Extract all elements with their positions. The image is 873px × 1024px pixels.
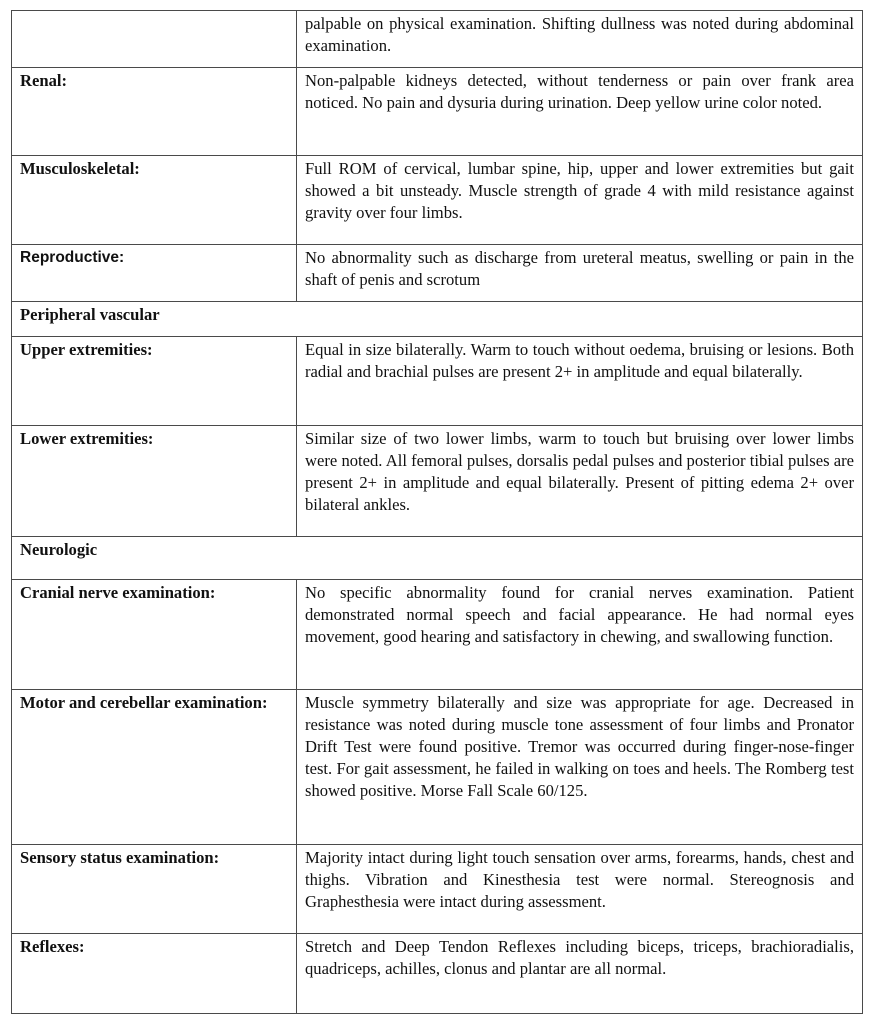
table-row xyxy=(12,11,863,68)
section-row xyxy=(12,302,863,337)
row-finding-reproductive: No abnormality such as discharge from ureteral meatus, swelling or pain in the shaft of penis and scrotum xyxy=(297,245,863,302)
row-finding-reflexes: Stretch and Deep Tendon Reflexes including biceps, triceps, brachioradialis, quadriceps, achilles, clonus and plantar are all normal. xyxy=(297,934,863,1014)
row-label-upper-extremities: Upper extremities: xyxy=(12,337,297,426)
row-label xyxy=(12,11,297,68)
table-row xyxy=(12,845,863,934)
table-row xyxy=(12,934,863,1014)
table-row xyxy=(12,156,863,245)
row-finding-motor-cerebellar: Muscle symmetry bilaterally and size was appropriate for age. Decreased in resistance was noted during muscle tone assessment of four limbs and Pronator Drift Test were found positive. Tremor was occurred during finger-nose-finger test. For gait assessment, he failed in walking on toes and heels. The Romberg test showed positive. Morse Fall Scale 60/125. xyxy=(297,690,863,845)
row-label-cranial-nerve: Cranial nerve examination: xyxy=(12,580,297,690)
table-row xyxy=(12,580,863,690)
row-finding-sensory-status: Majority intact during light touch sensation over arms, forearms, hands, chest and thighs. Vibration and Kinesthesia test were normal. Stereognosis and Graphesthesia were intact during assessment. xyxy=(297,845,863,934)
section-row xyxy=(12,537,863,580)
row-label-reflexes: Reflexes: xyxy=(12,934,297,1014)
table-row xyxy=(12,426,863,537)
row-finding-cranial-nerve: No specific abnormality found for cranial nerves examination. Patient demonstrated normal speech and facial appearance. He had normal eyes movement, good hearing and satisfactory in chewing, and swallowing function. xyxy=(297,580,863,690)
row-label-reproductive: Reproductive: xyxy=(12,245,297,302)
section-heading-peripheral-vascular: Peripheral vascular xyxy=(12,302,863,337)
row-label-lower-extremities: Lower extremities: xyxy=(12,426,297,537)
section-heading-neurologic: Neurologic xyxy=(12,537,863,580)
row-finding-musculoskeletal: Full ROM of cervical, lumbar spine, hip, upper and lower extremities but gait showed a bit unsteady. Muscle strength of grade 4 with mild resistance against gravity over four limbs. xyxy=(297,156,863,245)
physical-exam-table xyxy=(11,10,863,1014)
table-row xyxy=(12,245,863,302)
row-finding-lower-extremities: Similar size of two lower limbs, warm to touch but bruising over lower limbs were noted. All femoral pulses, dorsalis pedal pulses and posterior tibial pulses are present 2+ in amplitude and equal bilaterally. Present of pitting edema 2+ over bilateral ankles. xyxy=(297,426,863,537)
table-row xyxy=(12,68,863,156)
row-finding-upper-extremities: Equal in size bilaterally. Warm to touch without oedema, bruising or lesions. Both radial and brachial pulses are present 2+ in amplitude and equal bilaterally. xyxy=(297,337,863,426)
row-label-sensory-status: Sensory status examination: xyxy=(12,845,297,934)
row-label-renal: Renal: xyxy=(12,68,297,156)
row-label-motor-cerebellar: Motor and cerebellar examination: xyxy=(12,690,297,845)
row-label-musculoskeletal: Musculoskeletal: xyxy=(12,156,297,245)
table-row xyxy=(12,337,863,426)
table-row xyxy=(12,690,863,845)
row-finding-renal: Non-palpable kidneys detected, without tenderness or pain over frank area noticed. No pain and dysuria during urination. Deep yellow urine color noted. xyxy=(297,68,863,156)
row-finding: palpable on physical examination. Shifting dullness was noted during abdominal examination. xyxy=(297,11,863,68)
